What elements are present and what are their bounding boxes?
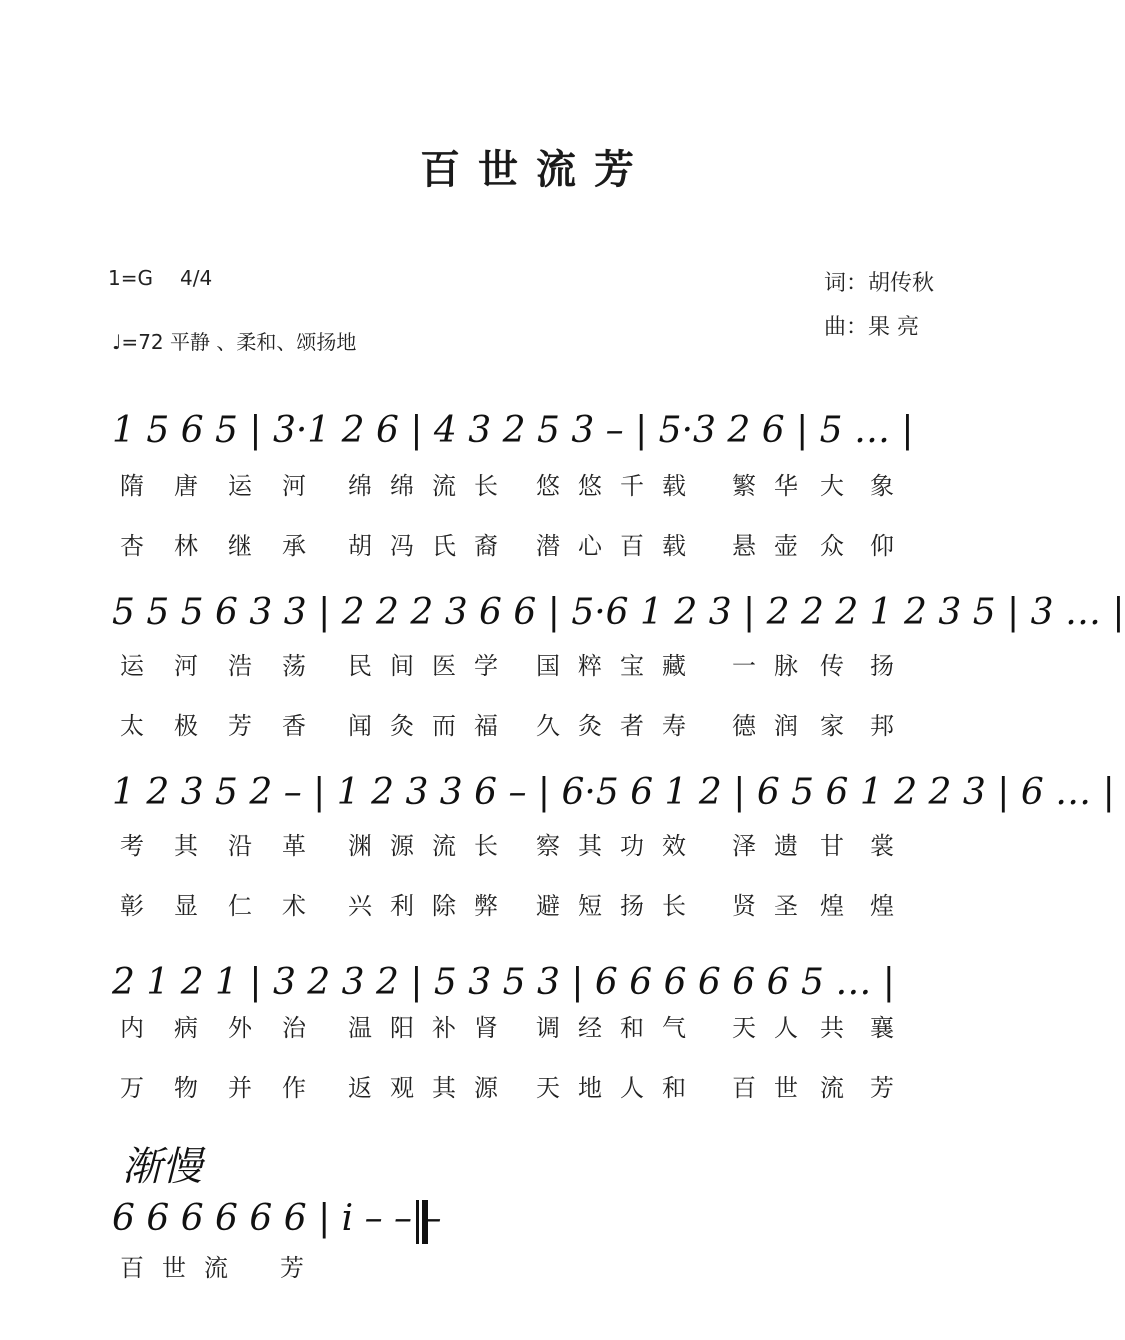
lyric-char: 泽 xyxy=(732,832,756,860)
lyric-char: 者 xyxy=(620,712,644,740)
lyric-char: 调 xyxy=(536,1014,560,1042)
lyric-char: 术 xyxy=(282,892,306,920)
lyric-char: 察 xyxy=(536,832,560,860)
notation-text: 2 1 2 1 | 3 2 3 2 | 5 3 5 3 | 6 6 6 6 6 6 5 … | xyxy=(112,962,895,1003)
lyric-char: 甘 xyxy=(820,832,844,860)
notation-text: 5 5 5 6 3 3 | 2 2 2 3 6 6 | 5·6 1 2 3 | 2 2 2 1 2 3 5 | 3 … | xyxy=(112,592,1125,633)
lyric-char: 功 xyxy=(620,832,644,860)
lyric-char: 彰 xyxy=(120,892,144,920)
lyric-char: 宝 xyxy=(620,652,644,680)
lyricist-credit: 词：胡传秋 xyxy=(824,271,935,296)
lyric-char: 灸 xyxy=(390,712,414,740)
lyric-char: 物 xyxy=(174,1074,198,1102)
song-title: 百世流芳 xyxy=(420,146,652,193)
lyric-char: 福 xyxy=(474,712,498,740)
lyric-char: 观 xyxy=(390,1074,414,1102)
lyric-char: 其 xyxy=(578,832,602,860)
lyric-char: 芳 xyxy=(870,1074,894,1102)
lyric-char: 唐 xyxy=(174,472,198,500)
lyric-char: 繁 xyxy=(732,472,756,500)
composer-credit: 曲：果 亮 xyxy=(824,315,919,340)
time-signature: 4/4 xyxy=(180,266,213,290)
lyric-char: 民 xyxy=(348,652,372,680)
lyric-char: 胡 xyxy=(348,532,372,560)
lyric-char: 医 xyxy=(432,652,456,680)
lyric-line-4b xyxy=(120,1068,1020,1102)
lyric-line-4a xyxy=(120,1008,1020,1042)
lyric-char: 作 xyxy=(282,1074,306,1102)
lyric-char: 短 xyxy=(578,892,602,920)
lyric-char: 荡 xyxy=(282,652,306,680)
lyric-char: 香 xyxy=(282,712,306,740)
lyric-char: 经 xyxy=(578,1014,602,1042)
lyric-char: 圣 xyxy=(774,892,798,920)
lyric-char: 运 xyxy=(228,472,252,500)
lyric-char: 外 xyxy=(228,1014,252,1042)
lyric-char: 浩 xyxy=(228,652,252,680)
lyric-char: 象 xyxy=(870,472,894,500)
lyric-char: 流 xyxy=(204,1254,228,1282)
lyric-char: 天 xyxy=(536,1074,560,1102)
lyric-char: 流 xyxy=(820,1074,844,1102)
lyric-char: 显 xyxy=(174,892,198,920)
lyric-char: 补 xyxy=(432,1014,456,1042)
lyric-char: 源 xyxy=(474,1074,498,1102)
tempo-marking: ♩=72 平静 、柔和、颂扬地 xyxy=(112,330,357,354)
lyric-char: 治 xyxy=(282,1014,306,1042)
lyric-char: 太 xyxy=(120,712,144,740)
lyric-char: 隋 xyxy=(120,472,144,500)
lyric-char: 继 xyxy=(228,532,252,560)
lyric-char: 百 xyxy=(120,1254,144,1282)
lyric-char: 渊 xyxy=(348,832,372,860)
lyric-char: 久 xyxy=(536,712,560,740)
notation-line-2 xyxy=(112,592,1125,644)
lyric-char: 考 xyxy=(120,832,144,860)
lyric-char: 百 xyxy=(732,1074,756,1102)
lyric-char: 并 xyxy=(228,1074,252,1102)
lyric-char: 襄 xyxy=(870,1014,894,1042)
lyric-char: 悠 xyxy=(536,472,560,500)
lyric-char: 源 xyxy=(390,832,414,860)
lyric-char: 仁 xyxy=(228,892,252,920)
lyric-char: 载 xyxy=(662,472,686,500)
lyric-char: 冯 xyxy=(390,532,414,560)
lyric-char: 流 xyxy=(432,832,456,860)
lyric-char: 氏 xyxy=(432,532,456,560)
lyric-char: 人 xyxy=(774,1014,798,1042)
lyric-char: 阳 xyxy=(390,1014,414,1042)
notation-text: 1 2 3 5 2 – | 1 2 3 3 6 – | 6·5 6 1 2 | 6 5 6 1 2 2 3 | 6 … | xyxy=(112,772,1115,813)
lyric-char: 脉 xyxy=(774,652,798,680)
lyric-char: 千 xyxy=(620,472,644,500)
lyric-char: 长 xyxy=(474,472,498,500)
notation-text: 6 6 6 6 6 6 | i – – – xyxy=(112,1198,442,1239)
lyric-char: 河 xyxy=(282,472,306,500)
lyric-line-3a xyxy=(120,826,1020,860)
lyric-char: 闻 xyxy=(348,712,372,740)
lyric-char: 世 xyxy=(162,1254,186,1282)
lyric-char: 效 xyxy=(662,832,686,860)
lyric-char: 内 xyxy=(120,1014,144,1042)
lyric-char: 芳 xyxy=(228,712,252,740)
lyric-char: 众 xyxy=(820,532,844,560)
lyric-char: 河 xyxy=(174,652,198,680)
lyric-char: 润 xyxy=(774,712,798,740)
lyric-char: 裳 xyxy=(870,832,894,860)
lyric-char: 弊 xyxy=(474,892,498,920)
lyric-char: 德 xyxy=(732,712,756,740)
lyric-char: 间 xyxy=(390,652,414,680)
key-signature: 1=G xyxy=(108,266,153,290)
lyric-char: 邦 xyxy=(870,712,894,740)
notation-line-1 xyxy=(112,410,1012,462)
lyric-line-3b xyxy=(120,886,1020,920)
lyric-char: 承 xyxy=(282,532,306,560)
lyric-char: 藏 xyxy=(662,652,686,680)
lyric-char: 绵 xyxy=(348,472,372,500)
lyric-char: 共 xyxy=(820,1014,844,1042)
lyric-char: 病 xyxy=(174,1014,198,1042)
lyric-line-1a xyxy=(120,466,1020,500)
lyric-char: 长 xyxy=(662,892,686,920)
notation-text: 1 5 6 5 | 3·1 2 6 | 4 3 2 5 3 – | 5·3 2 6 | 5 … | xyxy=(112,410,914,451)
lyric-char: 极 xyxy=(174,712,198,740)
lyric-char: 大 xyxy=(820,472,844,500)
lyric-line-2a xyxy=(120,646,1020,680)
lyric-char: 国 xyxy=(536,652,560,680)
lyric-char: 和 xyxy=(662,1074,686,1102)
lyric-char: 绵 xyxy=(390,472,414,500)
lyric-char: 利 xyxy=(390,892,414,920)
lyric-char: 返 xyxy=(348,1074,372,1102)
lyric-char: 地 xyxy=(578,1074,602,1102)
lyric-char: 华 xyxy=(774,472,798,500)
lyric-char: 学 xyxy=(474,652,498,680)
lyric-char: 裔 xyxy=(474,532,498,560)
lyric-char: 粹 xyxy=(578,652,602,680)
lyric-char: 扬 xyxy=(870,652,894,680)
lyric-char: 煌 xyxy=(870,892,894,920)
lyric-char: 寿 xyxy=(662,712,686,740)
ritardando-marking: 渐慢 xyxy=(122,1144,202,1190)
lyric-char: 仰 xyxy=(870,532,894,560)
lyric-char: 其 xyxy=(432,1074,456,1102)
lyric-char: 悬 xyxy=(732,532,756,560)
lyric-char: 肾 xyxy=(474,1014,498,1042)
lyric-char: 世 xyxy=(774,1074,798,1102)
lyric-char: 壶 xyxy=(774,532,798,560)
lyric-char: 一 xyxy=(732,652,756,680)
lyric-char: 气 xyxy=(662,1014,686,1042)
lyric-char: 除 xyxy=(432,892,456,920)
lyric-char: 避 xyxy=(536,892,560,920)
lyric-char: 心 xyxy=(578,532,602,560)
lyric-char: 人 xyxy=(620,1074,644,1102)
lyric-char: 潜 xyxy=(536,532,560,560)
lyric-char: 天 xyxy=(732,1014,756,1042)
lyric-char: 长 xyxy=(474,832,498,860)
notation-line-3 xyxy=(112,772,1115,824)
coda-lyrics xyxy=(120,1248,420,1282)
lyric-char: 兴 xyxy=(348,892,372,920)
lyric-char: 革 xyxy=(282,832,306,860)
lyric-char: 其 xyxy=(174,832,198,860)
lyric-char: 林 xyxy=(174,532,198,560)
lyric-char: 芳 xyxy=(280,1254,304,1282)
coda-notation xyxy=(112,1198,442,1250)
lyric-char: 灸 xyxy=(578,712,602,740)
lyric-line-1b xyxy=(120,526,1020,560)
lyric-char: 流 xyxy=(432,472,456,500)
lyric-char: 煌 xyxy=(820,892,844,920)
lyric-char: 悠 xyxy=(578,472,602,500)
lyric-char: 杏 xyxy=(120,532,144,560)
lyric-char: 遗 xyxy=(774,832,798,860)
lyric-line-2b xyxy=(120,706,1020,740)
lyric-char: 家 xyxy=(820,712,844,740)
notation-line-4 xyxy=(112,962,1012,1014)
final-barline xyxy=(416,1200,428,1244)
lyric-char: 扬 xyxy=(620,892,644,920)
lyric-char: 百 xyxy=(620,532,644,560)
lyric-char: 而 xyxy=(432,712,456,740)
lyric-char: 运 xyxy=(120,652,144,680)
lyric-char: 载 xyxy=(662,532,686,560)
lyric-char: 沿 xyxy=(228,832,252,860)
lyric-char: 传 xyxy=(820,652,844,680)
lyric-char: 和 xyxy=(620,1014,644,1042)
lyric-char: 贤 xyxy=(732,892,756,920)
lyric-char: 温 xyxy=(348,1014,372,1042)
lyric-char: 万 xyxy=(120,1074,144,1102)
